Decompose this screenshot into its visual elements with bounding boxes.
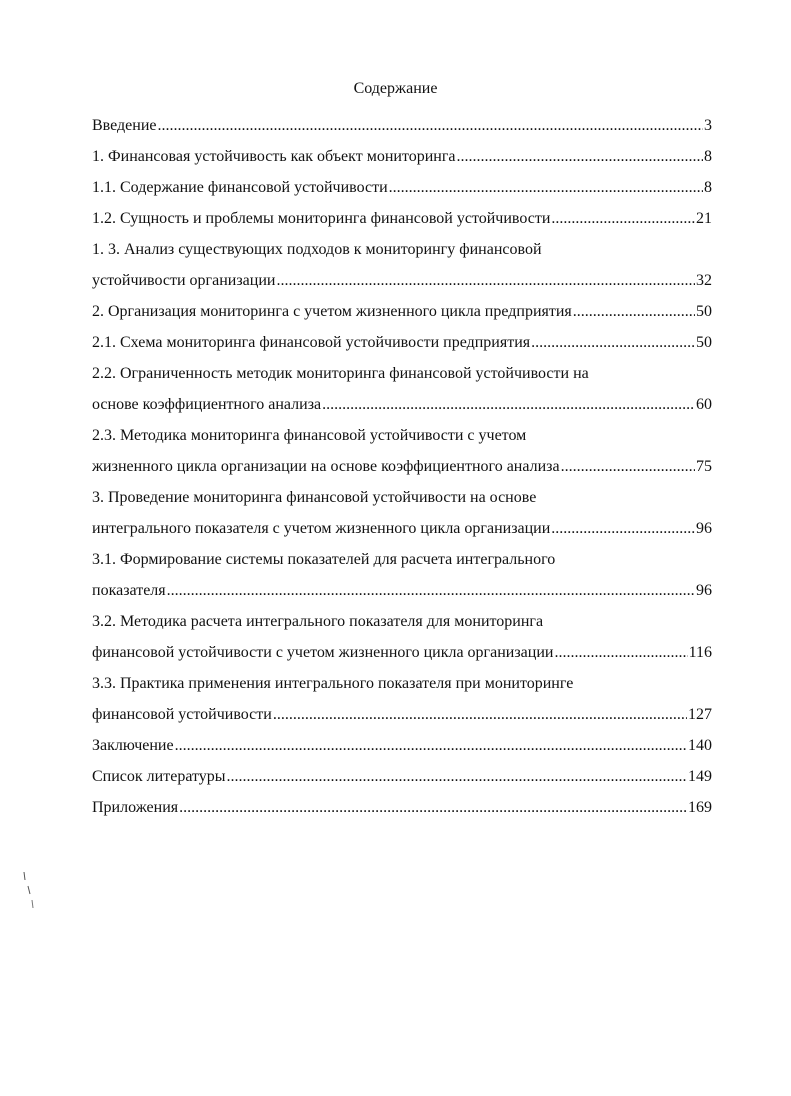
toc-line xyxy=(92,482,712,513)
toc-line xyxy=(92,575,712,606)
toc-line xyxy=(92,451,712,482)
dot-leader xyxy=(457,141,703,172)
toc-page-number: 3 xyxy=(704,117,712,134)
toc-entry-text: 1.1. Содержание финансовой устойчивости xyxy=(92,179,388,196)
toc-page-number: 116 xyxy=(688,644,712,661)
toc-entry-text: интегрального показателя с учетом жизненного цикла организации xyxy=(92,520,551,537)
toc-line xyxy=(92,420,712,451)
toc-line xyxy=(92,172,712,203)
toc-line xyxy=(92,699,712,730)
toc-page-number: 8 xyxy=(704,179,712,196)
toc-line xyxy=(92,389,712,420)
toc-entry-text: 2.3. Методика мониторинга финансовой устойчивости с учетом xyxy=(92,427,527,444)
toc-page-number: 96 xyxy=(696,520,712,537)
toc-entry-text: устойчивости организации xyxy=(92,272,276,289)
toc-entry-text: 1. Финансовая устойчивость как объект мониторинга xyxy=(92,148,456,165)
toc-line xyxy=(92,110,712,141)
toc-page-number: 50 xyxy=(696,334,712,351)
toc-line xyxy=(92,513,712,544)
toc-entry-text: показателя xyxy=(92,582,166,599)
toc-entry-text: жизненного цикла организации на основе коэффициентного анализа xyxy=(92,458,560,475)
table-of-contents xyxy=(92,110,712,823)
toc-line xyxy=(92,606,712,637)
dot-leader xyxy=(322,389,695,420)
dot-leader xyxy=(167,575,695,606)
dot-leader xyxy=(273,699,687,730)
toc-entry-text: основе коэффициентного анализа xyxy=(92,396,322,413)
dot-leader xyxy=(573,296,695,327)
toc-page-number: 32 xyxy=(696,272,712,289)
toc-page-number: 21 xyxy=(696,210,712,227)
dot-leader xyxy=(554,637,687,668)
toc-line xyxy=(92,327,712,358)
dot-leader xyxy=(175,730,687,761)
toc-page-number: 96 xyxy=(696,582,712,599)
dot-leader xyxy=(561,451,695,482)
toc-entry-text: 3.1. Формирование системы показателей для расчета интегрального xyxy=(92,551,556,568)
toc-line xyxy=(92,141,712,172)
toc-line xyxy=(92,730,712,761)
toc-page-number: 8 xyxy=(704,148,712,165)
toc-entry-text: 2.2. Ограниченность методик мониторинга финансовой устойчивости на xyxy=(92,365,589,382)
dot-leader xyxy=(179,792,687,823)
page-title: Содержание xyxy=(353,80,438,97)
toc-line xyxy=(92,544,712,575)
toc-entry-text: 2. Организация мониторинга с учетом жизненного цикла предприятия xyxy=(92,303,572,320)
dot-leader xyxy=(389,172,703,203)
toc-line xyxy=(92,761,712,792)
toc-line xyxy=(92,203,712,234)
toc-page-number: 75 xyxy=(696,458,712,475)
toc-page-number: 169 xyxy=(688,799,712,816)
toc-page-number: 50 xyxy=(696,303,712,320)
toc-line xyxy=(92,358,712,389)
toc-line xyxy=(92,234,712,265)
dot-leader xyxy=(276,265,695,296)
dot-leader xyxy=(227,761,687,792)
toc-page-number: 127 xyxy=(688,706,712,723)
toc-entry-text: 3.3. Практика применения интегрального показателя при мониторинге xyxy=(92,675,574,692)
toc-entry-text: Приложения xyxy=(92,799,179,816)
toc-page-number: 149 xyxy=(688,768,712,785)
toc-entry-text: 2.1. Схема мониторинга финансовой устойчивости предприятия xyxy=(92,334,531,351)
toc-entry-text: финансовой устойчивости с учетом жизненного цикла организации xyxy=(92,644,554,661)
dot-leader xyxy=(551,203,695,234)
dot-leader xyxy=(551,513,695,544)
toc-entry-text: финансовой устойчивости xyxy=(92,706,272,723)
toc-line xyxy=(92,792,712,823)
toc-page-number: 140 xyxy=(688,737,712,754)
toc-line xyxy=(92,637,712,668)
toc-entry-text: Список литературы xyxy=(92,768,226,785)
toc-entry-text: 3.2. Методика расчета интегрального показателя для мониторинга xyxy=(92,613,544,630)
toc-page-number: 60 xyxy=(696,396,712,413)
toc-entry-text: 3. Проведение мониторинга финансовой устойчивости на основе xyxy=(92,489,537,506)
dot-leader xyxy=(158,110,704,141)
toc-entry-text: 1.2. Сущность и проблемы мониторинга финансовой устойчивости xyxy=(92,210,551,227)
toc-entry-text: 1. 3. Анализ существующих подходов к мониторингу финансовой xyxy=(92,241,542,258)
toc-entry-text: Заключение xyxy=(92,737,174,754)
toc-line xyxy=(92,265,712,296)
dot-leader xyxy=(531,327,695,358)
toc-line xyxy=(92,296,712,327)
toc-entry-text: Введение xyxy=(92,117,157,134)
scan-specks xyxy=(22,872,36,912)
toc-line xyxy=(92,668,712,699)
